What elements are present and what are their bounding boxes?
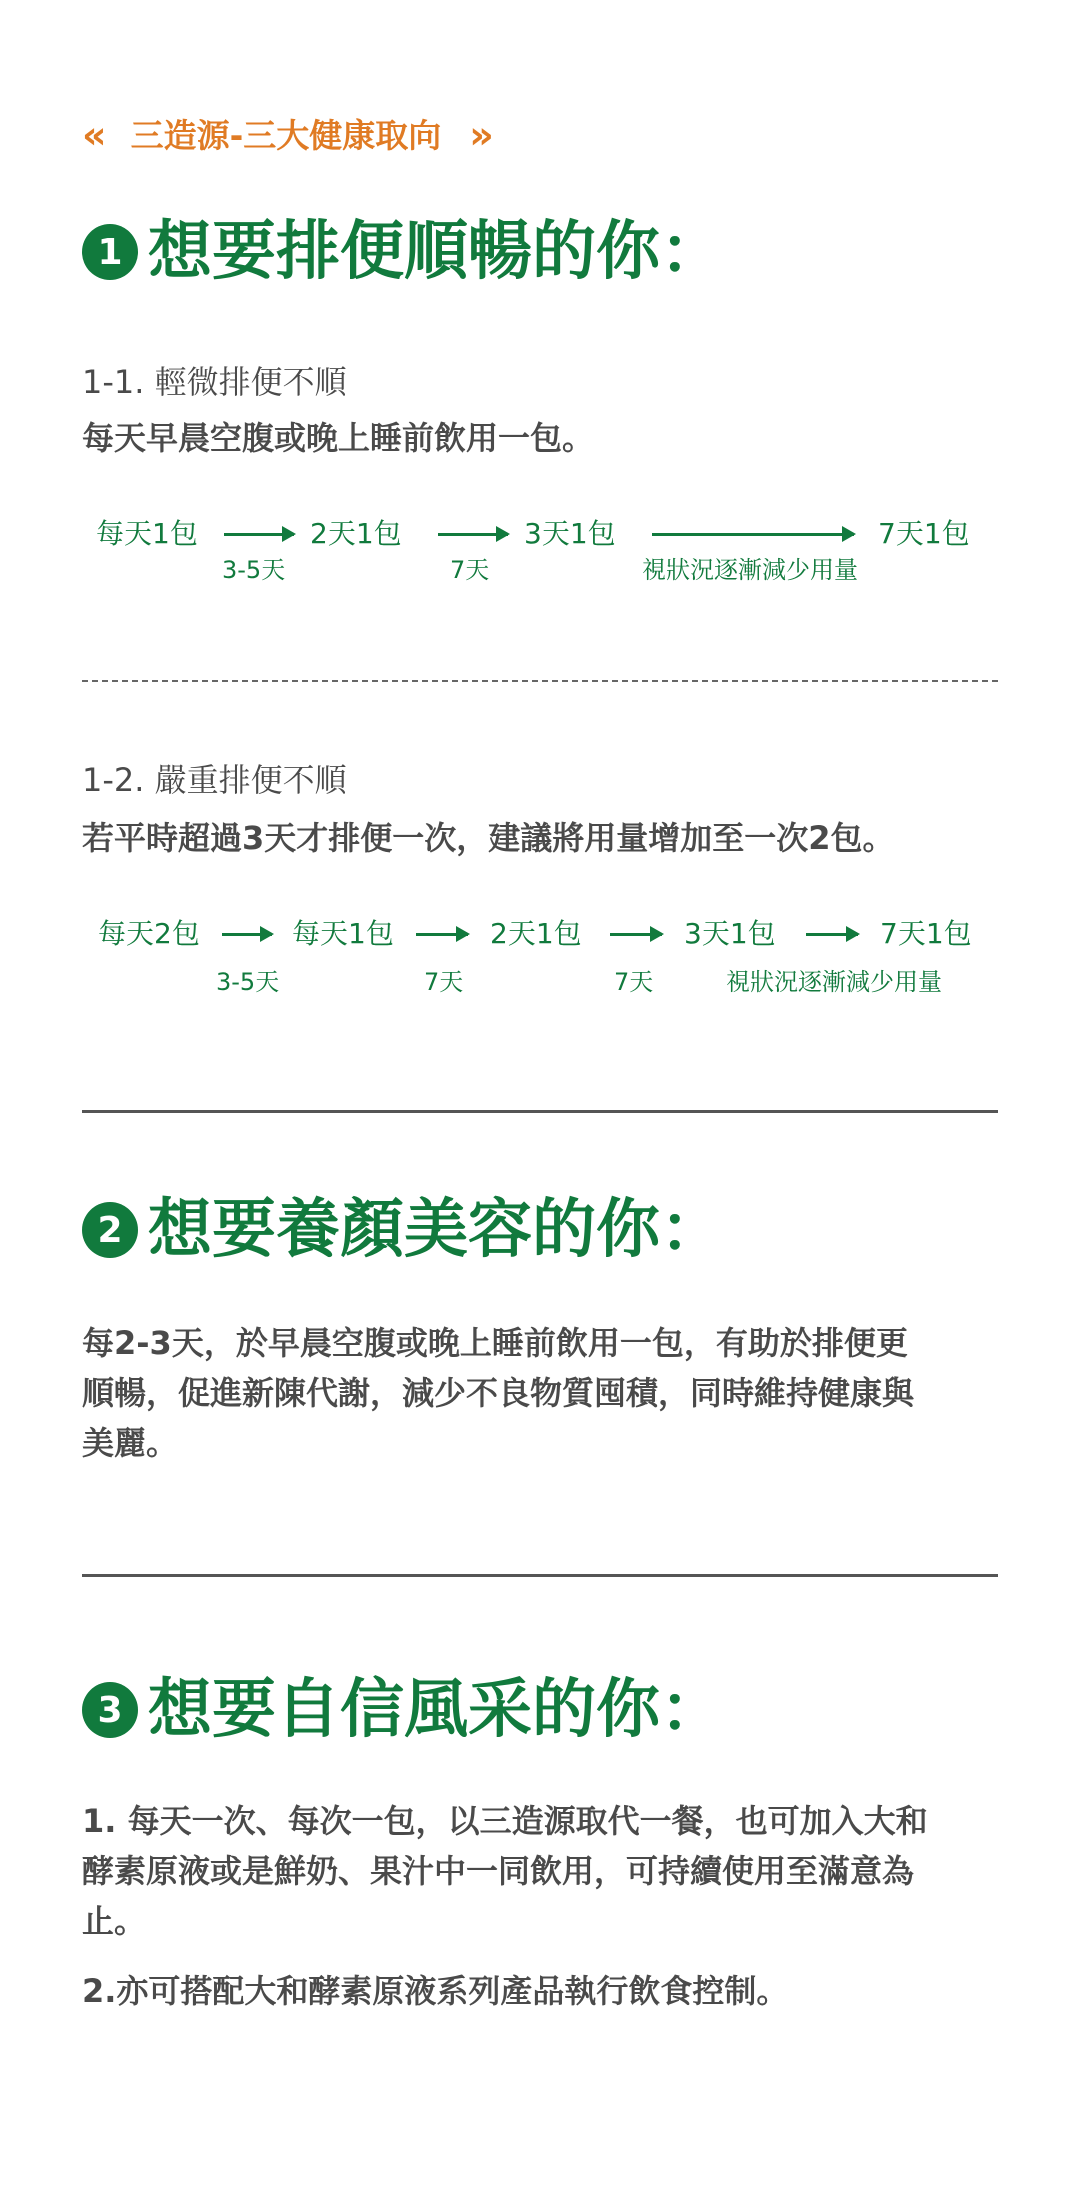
sub2-text: 若平時超過3天才排便一次，建議將用量增加至一次2包。 bbox=[82, 819, 895, 857]
flow1-step: 7天1包 bbox=[878, 517, 970, 550]
sub2-title: 1-2. 嚴重排便不順 bbox=[82, 761, 347, 799]
paragraph-line: 1. 每天一次、每次一包，以三造源取代一餐，也可加入大和 bbox=[82, 1802, 928, 1840]
flow1-step: 每天1包 bbox=[96, 517, 198, 550]
arrow-right-icon bbox=[806, 933, 858, 936]
sub1-text: 每天早晨空腹或晚上睡前飲用一包。 bbox=[82, 419, 595, 457]
paragraph-line: 順暢，促進新陳代謝，減少不良物質囤積，同時維持健康與 bbox=[82, 1374, 915, 1412]
number-badge-3: 3 bbox=[82, 1682, 138, 1738]
section-divider bbox=[82, 1574, 998, 1577]
flow2-step: 2天1包 bbox=[490, 917, 582, 950]
section-header bbox=[82, 112, 488, 158]
flow1-step: 3天1包 bbox=[524, 517, 616, 550]
section3-heading bbox=[82, 1670, 724, 1750]
paragraph-line: 止。 bbox=[82, 1902, 147, 1940]
flow2-step: 3天1包 bbox=[684, 917, 776, 950]
flow1-duration: 7天 bbox=[450, 556, 490, 584]
flow2-duration: 7天 bbox=[424, 968, 464, 996]
section1-heading bbox=[82, 212, 724, 292]
section3-title: 想要自信風采的你： bbox=[148, 1673, 724, 1747]
flow1-duration: 3-5天 bbox=[222, 556, 286, 584]
section2-heading bbox=[82, 1190, 724, 1270]
flow2-step: 7天1包 bbox=[880, 917, 972, 950]
flow1-step: 2天1包 bbox=[310, 517, 402, 550]
arrow-right-icon bbox=[610, 933, 662, 936]
arrow-right-icon bbox=[652, 533, 854, 536]
double-chevron-right-icon: » bbox=[469, 113, 488, 157]
double-chevron-left-icon: « bbox=[82, 113, 101, 157]
flow2-step: 每天2包 bbox=[98, 917, 200, 950]
flow2-duration: 3-5天 bbox=[216, 968, 280, 996]
dashed-divider bbox=[82, 680, 998, 682]
flow2-duration: 視狀況逐漸減少用量 bbox=[726, 968, 942, 996]
arrow-right-icon bbox=[224, 533, 294, 536]
section3-item1 bbox=[82, 1796, 1012, 1946]
paragraph-line: 酵素原液或是鮮奶、果汁中一同飲用，可持續使用至滿意為 bbox=[82, 1852, 915, 1890]
section-divider bbox=[82, 1110, 998, 1113]
section2-title: 想要養顏美容的你： bbox=[148, 1193, 724, 1267]
sub1-title: 1-1. 輕微排便不順 bbox=[82, 363, 347, 401]
section1-title: 想要排便順暢的你： bbox=[148, 215, 724, 289]
section3-item2: 2.亦可搭配大和酵素原液系列產品執行飲食控制。 bbox=[82, 1972, 789, 2010]
paragraph-line: 美麗。 bbox=[82, 1424, 179, 1462]
flow2-step: 每天1包 bbox=[292, 917, 394, 950]
paragraph-line: 每2-3天，於早晨空腹或晚上睡前飲用一包，有助於排便更 bbox=[82, 1324, 908, 1362]
arrow-right-icon bbox=[222, 933, 272, 936]
flow2-duration: 7天 bbox=[614, 968, 654, 996]
flow1-duration: 視狀況逐漸減少用量 bbox=[642, 556, 858, 584]
number-badge-1: 1 bbox=[82, 224, 138, 280]
number-badge-2: 2 bbox=[82, 1202, 138, 1258]
section2-paragraph bbox=[82, 1318, 1012, 1468]
arrow-right-icon bbox=[438, 533, 508, 536]
arrow-right-icon bbox=[416, 933, 468, 936]
header-title: 三造源-三大健康取向 bbox=[130, 115, 442, 155]
